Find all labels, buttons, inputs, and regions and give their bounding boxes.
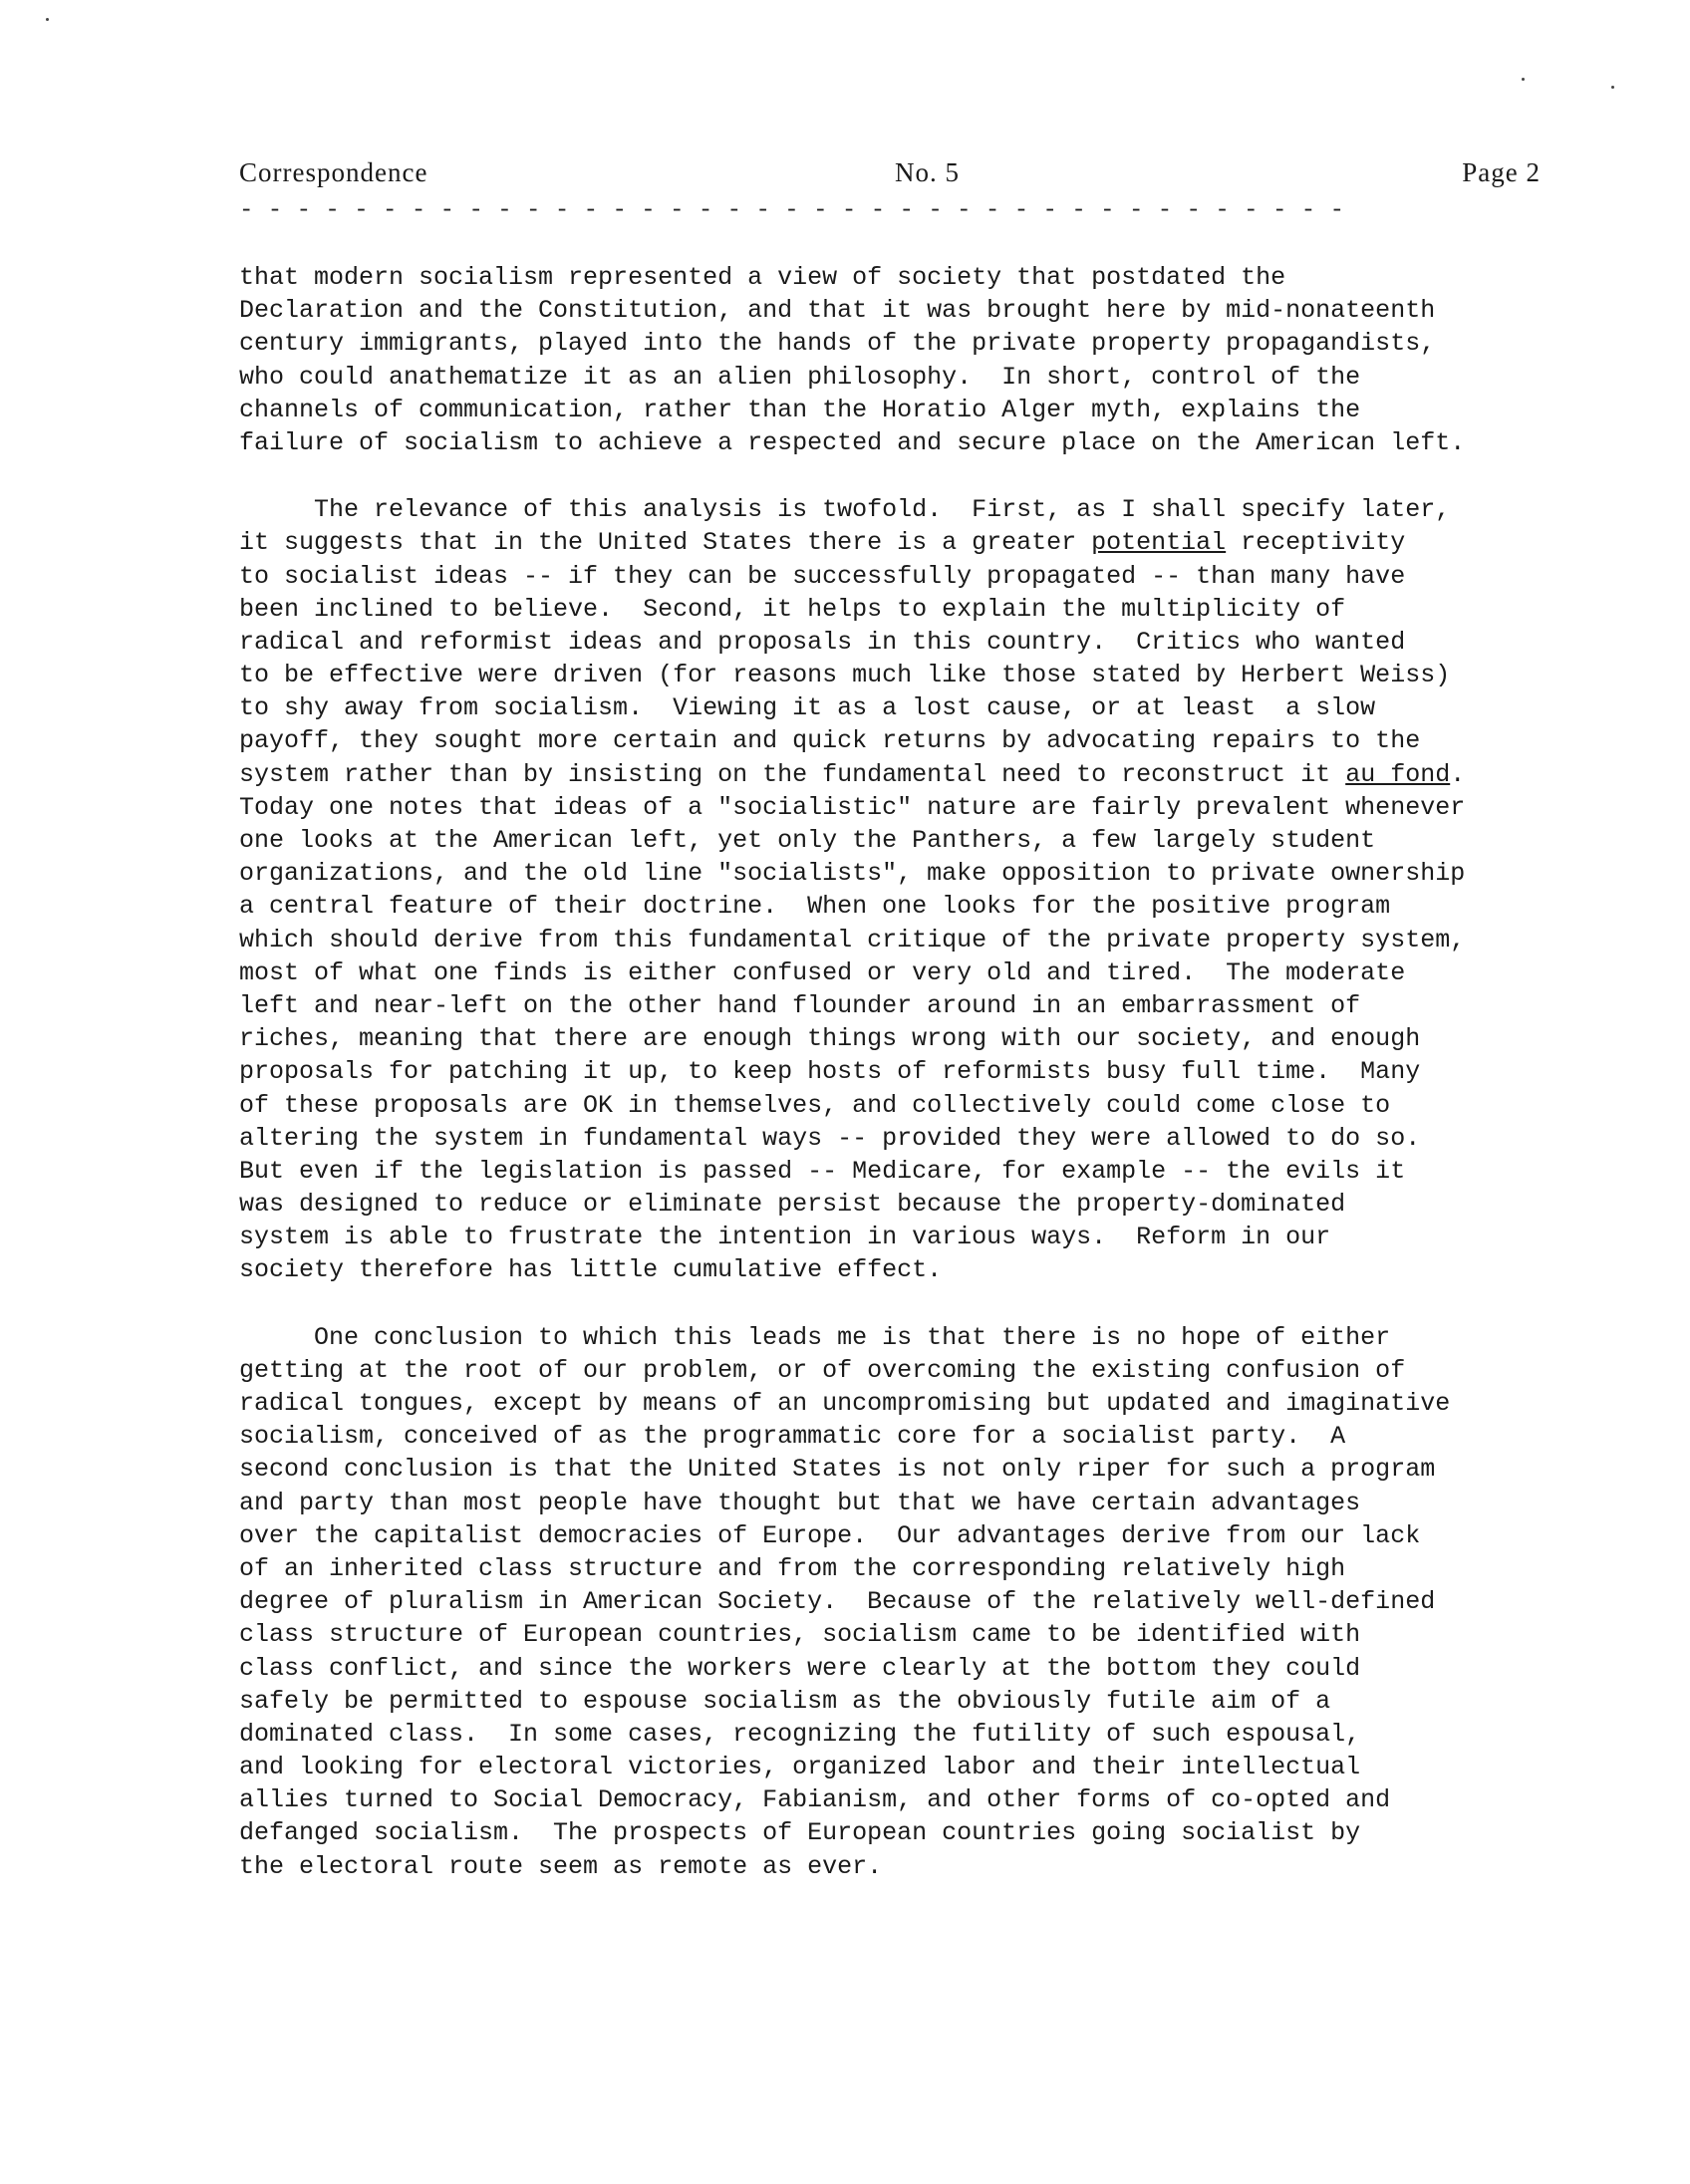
text-line: The relevance of this analysis is twofold. First, as I shall specify later, [239,495,1451,525]
text-line: most of what one finds is either confused or very old and tired. The moderate [239,957,1406,987]
paragraph-1 [239,261,1614,459]
text-line: been inclined to believe. Second, it helps to explain the multiplicity of [239,594,1346,624]
text-line: organizations, and the old line "socialists", make opposition to private ownership [239,859,1466,889]
text-line: payoff, they sought more certain and quick returns by advocating repairs to the [239,726,1421,756]
text-line: system is able to frustrate the intention in various ways. Reform in our [239,1223,1331,1252]
text-line: left and near-left on the other hand flounder around in an embarrassment of [239,990,1361,1020]
text-line: radical tongues, except by means of an uncompromising but updated and imaginative [239,1389,1451,1418]
header-page-number: Page 2 [1462,157,1541,187]
text-line: degree of pluralism in American Society. Because of the relatively well-defined [239,1587,1436,1617]
text-line: failure of socialism to achieve a respected and secure place on the American left. [239,427,1466,457]
text-line: radical and reformist ideas and proposals in this country. Critics who wanted [239,627,1406,657]
text-line: one looks at the American left, yet only the Panthers, a few largely student [239,826,1376,855]
underlined-word: potential [1091,528,1227,558]
text-line: society therefore has little cumulative effect. [239,1255,943,1285]
page-header [239,157,1541,197]
text-line: second conclusion is that the United States is not only riper for such a program [239,1455,1436,1485]
scan-speck [1522,78,1525,81]
text-line: channels of communication, rather than the Horatio Alger myth, explains the [239,395,1361,424]
text-line: was designed to reduce or eliminate persist because the property-dominated [239,1190,1346,1220]
text-line: proposals for patching it up, to keep hosts of reformists busy full time. Many [239,1057,1421,1087]
text-line: class conflict, and since the workers were clearly at the bottom they could [239,1653,1361,1683]
text-line: that modern socialism represented a view of society that postdated the [239,263,1286,292]
text-line: and looking for electoral victories, organized labor and their intellectual [239,1753,1361,1782]
text-line: system rather than by insisting on the fundamental need to reconstruct it au fond. [239,759,1466,789]
underlined-word: au fond [1345,759,1451,789]
header-series-title: Correspondence [239,157,428,187]
text-line: to shy away from socialism. Viewing it as a lost cause, or at least a slow [239,693,1376,723]
text-line: But even if the legislation is passed -- Medicare, for example -- the evils it [239,1156,1406,1186]
paragraph-2 [239,493,1614,1287]
text-line: who could anathematize it as an alien philosophy. In short, control of the [239,362,1361,392]
scan-speck [1611,86,1614,89]
text-line: defanged socialism. The prospects of European countries going socialist by [239,1818,1361,1848]
text-line: to be effective were driven (for reasons much like those stated by Herbert Weiss) [239,661,1451,690]
text-line: socialism, conceived of as the programmatic core for a socialist party. A [239,1422,1346,1452]
text-line: of an inherited class structure and from the corresponding relatively high [239,1553,1346,1583]
text-line: over the capitalist democracies of Europe. Our advantages derive from our lack [239,1520,1421,1550]
text-line: Declaration and the Constitution, and that it was brought here by mid-nonateenth [239,296,1436,326]
text-line: safely be permitted to espouse socialism as the obviously futile aim of a [239,1686,1331,1716]
text-line: century immigrants, played into the hands of the private property propagandists, [239,329,1436,359]
header-issue-number: No. 5 [895,157,960,187]
text-line: One conclusion to which this leads me is that there is no hope of either [239,1322,1391,1352]
paragraph-3 [239,1321,1614,1883]
text-line: class structure of European countries, socialism came to be identified with [239,1620,1361,1650]
text-line: dominated class. In some cases, recognizing the futility of such espousal, [239,1719,1361,1749]
text-line: altering the system in fundamental ways -- provided they were allowed to do so. [239,1123,1421,1153]
text-line: riches, meaning that there are enough things wrong with our society, and enough [239,1024,1421,1054]
text-line: Today one notes that ideas of a "socialistic" nature are fairly prevalent whenever [239,792,1466,822]
text-line: a central feature of their doctrine. When one looks for the positive program [239,892,1391,922]
text-line: which should derive from this fundamental critique of the private property system, [239,925,1466,955]
text-line: allies turned to Social Democracy, Fabianism, and other forms of co-opted and [239,1785,1391,1815]
header-dashed-rule: - - - - - - - - - - - - - - - - - - - - - - - - - - - - - - - - - - - - - - - [239,201,1344,221]
text-line: the electoral route seem as remote as ever. [239,1851,883,1881]
text-line: of these proposals are OK in themselves, and collectively could come close to [239,1090,1391,1120]
text-line: getting at the root of our problem, or of overcoming the existing confusion of [239,1355,1406,1385]
scan-speck [46,18,49,21]
text-line: it suggests that in the United States there is a greater potential receptivity [239,528,1406,558]
body-text [239,261,1614,1917]
text-line: and party than most people have thought but that we have certain advantages [239,1488,1361,1517]
text-line: to socialist ideas -- if they can be successfully propagated -- than many have [239,561,1406,591]
